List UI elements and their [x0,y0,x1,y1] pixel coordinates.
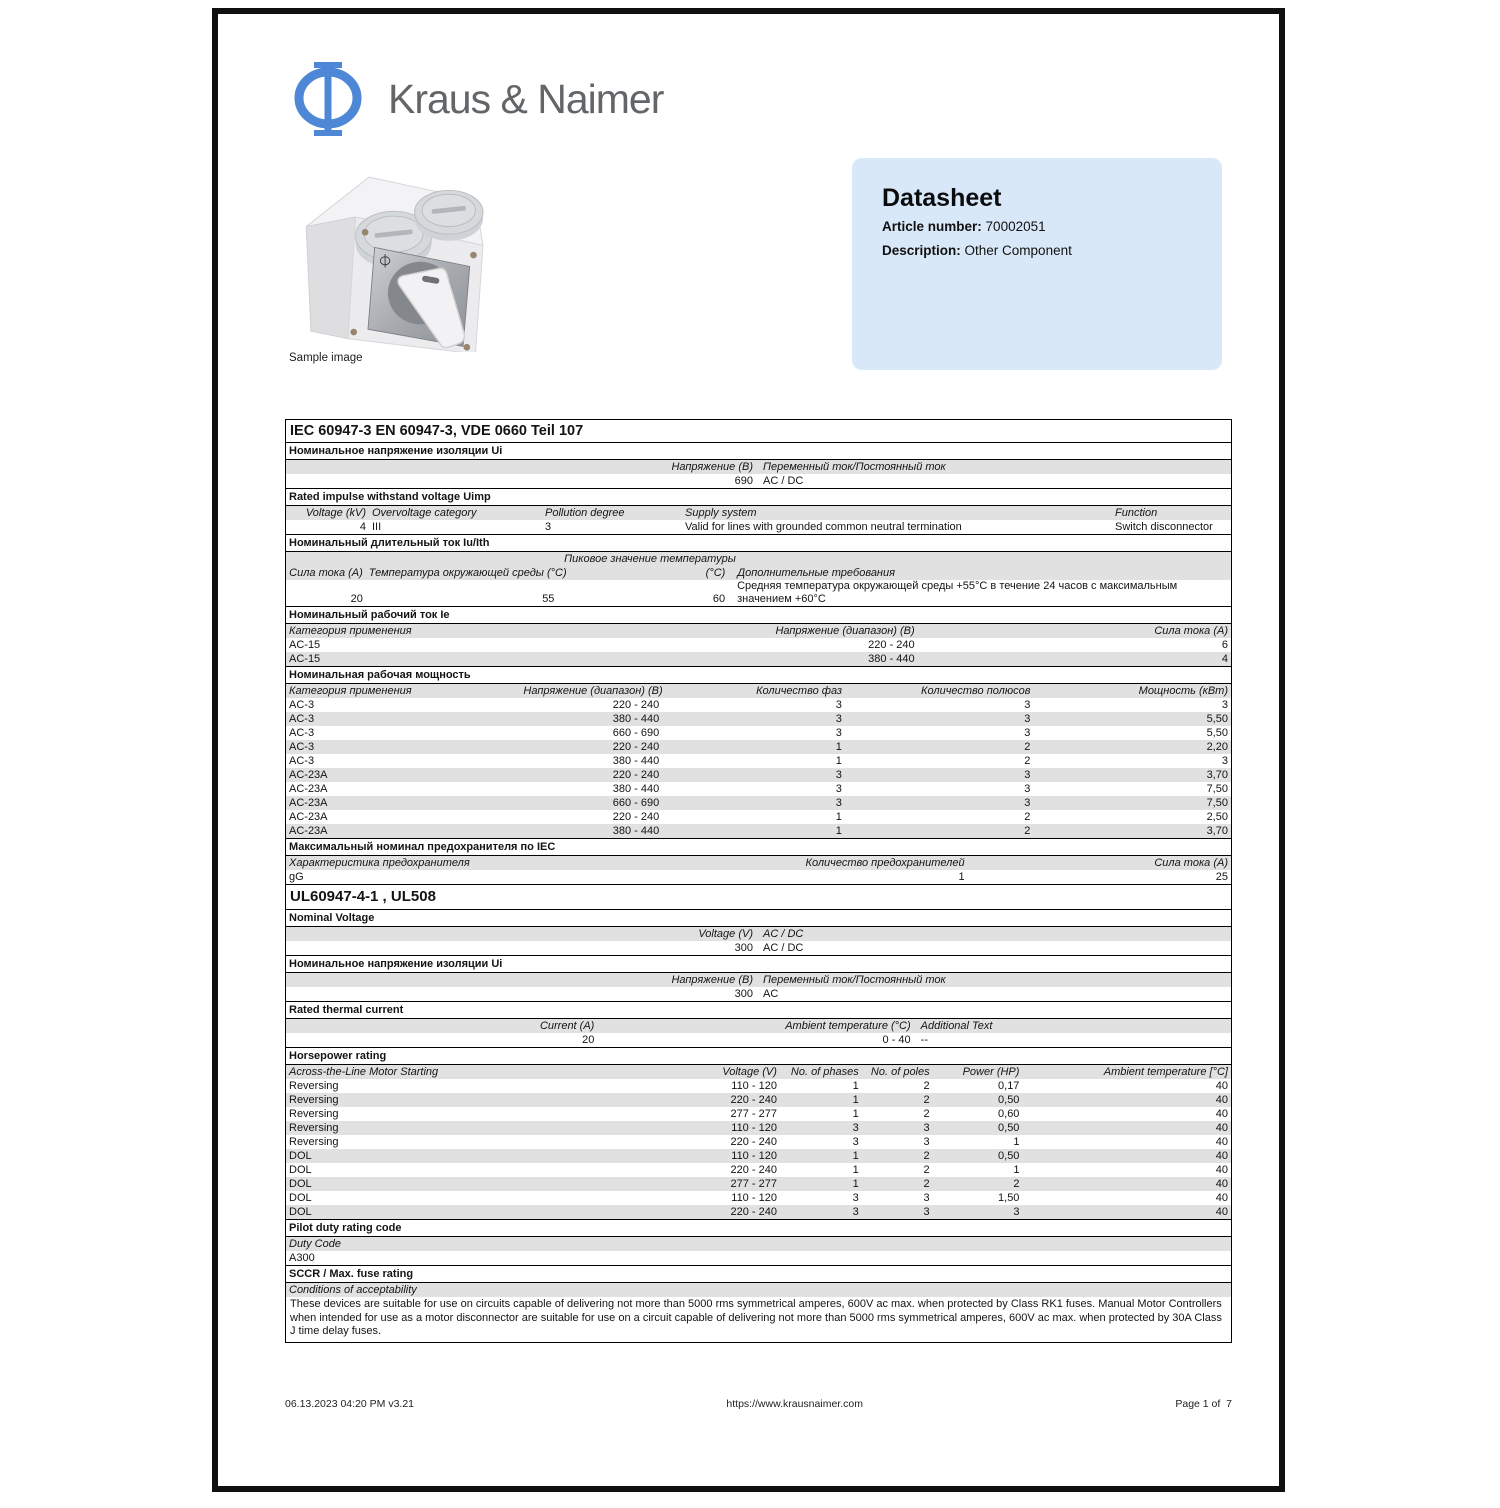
table-row [286,768,1231,782]
table-cell: 277 - 277 [730,1178,777,1190]
table-cell: 3,70 [1206,825,1228,837]
table-cell: 0 - 40 [882,1034,911,1046]
section-header: Максимальный номинал предохранителя по IEC [286,838,1231,856]
table-row [286,652,1231,666]
table-cell: 40 [1215,1094,1228,1106]
table-cell: 0,50 [998,1150,1020,1162]
table-cell: 2 [1013,1178,1020,1190]
datasheet-page [212,8,1285,1492]
table-cell: 1 [852,1080,859,1092]
table-cell: 2 [923,1150,930,1162]
screw [350,329,357,336]
table-cell: 3 [1024,769,1031,781]
table-cell: AC-15 [289,639,321,651]
table-body [286,638,1231,666]
table-cell: 4 [1221,653,1228,665]
column-header: Supply system [685,507,757,519]
table-row [286,1107,1231,1121]
table-cell: 2,50 [1206,811,1228,823]
table-cell: DOL [289,1206,312,1218]
table-cell: AC-15 [289,653,321,665]
column-header: Напряжение (В) [671,974,753,986]
table-cell: AC-3 [289,699,315,711]
table-cell: 380 - 440 [612,755,660,767]
table-cell: 1,50 [998,1192,1020,1204]
table-body [286,1079,1231,1219]
column-header-row [286,460,1231,474]
website-link[interactable]: https://www.krausnaimer.com [726,1398,863,1410]
table-cell: 20 [350,593,363,605]
section-header: Номинальный длительный ток Iu/Ith [286,534,1231,552]
cable-gland [415,190,483,240]
column-header: Voltage (V) [722,1066,777,1078]
column-header-row [286,856,1231,870]
column-header: No. of phases [790,1066,859,1078]
table-cell: 2 [1024,811,1031,823]
table-cell: 40 [1215,1122,1228,1134]
column-header: Категория применения [289,625,412,637]
table-cell: 3 [1221,699,1228,711]
table-row [286,782,1231,796]
table-cell: 3 [835,783,842,795]
table-row [286,796,1231,810]
table-cell: 1 [852,1164,859,1176]
value-row [286,1251,1231,1265]
column-header: Pollution degree [545,507,625,519]
column-header: Overvoltage category [372,507,477,519]
column-header: Additional Text [920,1020,993,1032]
table-cell: 5,50 [1206,713,1228,725]
section-header: Rated impulse withstand voltage Uimp [286,488,1231,506]
value-row [286,474,1231,488]
conditions-text: These devices are suitable for use on circuits capable of delivering not more than 5000 rms symmetrical amperes, 600V ac max. when protected by Class RK1 fuses. Manual Motor Controllers when intended for use as a motor disconnector are suitable for use on a circuit capable of delivering not more than 5000 rms symmetrical amperes, 600V ac max. when protected by 30A Class J time delay fuses. [290,1298,1222,1337]
table-cell: 4 [359,521,366,533]
column-header-row [286,927,1231,941]
table-cell: 3 [1221,755,1228,767]
table-row [286,1177,1231,1191]
description-value: Other Component [964,243,1072,258]
table-cell: 2 [1024,755,1031,767]
column-header: Напряжение (В) [671,461,753,473]
table-cell: 220 - 240 [612,741,660,753]
column-header-row [286,624,1231,638]
table-cell: 3 [835,769,842,781]
column-header: Сила тока (А) [1154,857,1228,869]
specification-table [285,419,1232,1343]
table-cell: 3 [923,1136,930,1148]
card-title: Datasheet [882,184,1002,212]
table-row [286,726,1231,740]
table-cell: 2 [923,1080,930,1092]
sample-image-caption: Sample image [289,352,363,364]
table-body [286,870,1231,884]
table-cell: 1 [852,1094,859,1106]
value-row [286,580,1231,606]
table-cell: DOL [289,1178,312,1190]
table-cell: 3,70 [1206,769,1228,781]
table-cell: Valid for lines with grounded common neutral termination [685,521,962,533]
article-number-label: Article number: [882,219,982,234]
table-cell: 40 [1215,1164,1228,1176]
table-cell: 3 [1024,727,1031,739]
column-header: Voltage (V) [698,928,753,940]
column-header: Function [1115,507,1158,519]
column-header: Across-the-Line Motor Starting [289,1066,439,1078]
datasheet-card [852,158,1222,370]
column-header: Количество полюсов [921,685,1031,697]
table-cell: 110 - 120 [731,1080,777,1092]
table-cell: 3 [1013,1206,1020,1218]
table-cell: 1 [852,1150,859,1162]
column-header-row [286,1019,1231,1033]
table-cell: DOL [289,1164,312,1176]
table-cell: 40 [1215,1136,1228,1148]
table-cell: 220 - 240 [612,699,660,711]
column-header: Сила тока (А) [1154,625,1228,637]
column-header: Duty Code [289,1238,341,1250]
table-cell: AC-23A [289,811,328,823]
generated-timestamp: 06.13.2023 04:20 PM v3.21 [285,1398,415,1410]
table-cell: Reversing [289,1136,339,1148]
table-cell: DOL [289,1192,312,1204]
table-cell: 660 - 690 [612,727,660,739]
column-header-row [286,552,1231,580]
section-header: Rated thermal current [286,1001,1231,1019]
table-row [286,1079,1231,1093]
table-cell: 1 [852,1178,859,1190]
brand-logo [290,62,663,136]
standard-title-ul: UL60947-4-1 , UL508 [286,884,1231,910]
table-row [286,1191,1231,1205]
table-cell: AC / DC [763,475,804,487]
table-cell: -- [920,1034,928,1046]
table-cell: 3 [835,727,842,739]
value-row [286,520,1231,534]
table-cell: 110 - 120 [731,1150,777,1162]
table-row [286,1163,1231,1177]
value-row [286,941,1231,955]
table-cell: 55 [542,593,555,605]
table-cell: A300 [289,1252,315,1264]
column-header: Количество фаз [756,685,842,697]
table-cell: 1 [958,871,965,883]
page-footer [285,1398,1232,1410]
table-cell: 660 - 690 [612,797,660,809]
description-label: Description: [882,243,961,258]
screw [464,344,471,351]
table-cell: 300 [734,988,753,1000]
section-header: Pilot duty rating code [286,1219,1231,1237]
table-row [286,824,1231,838]
table-cell: 1 [852,1108,859,1120]
column-header: Категория применения [289,685,412,697]
table-row [286,712,1231,726]
table-cell: 60 [712,593,726,605]
table-cell: 40 [1215,1178,1228,1190]
table-row [286,810,1231,824]
column-header: Ambient temperature [°C] [1103,1066,1228,1078]
table-row [286,1093,1231,1107]
table-cell: Reversing [289,1108,339,1120]
table-cell: 3 [852,1192,859,1204]
table-cell: 3 [1024,783,1031,795]
column-header: Дополнительные требования [737,567,895,579]
table-cell: 7,50 [1206,797,1228,809]
table-cell: 7,50 [1206,783,1228,795]
table-cell: 0,60 [998,1108,1020,1120]
column-header: Переменный ток/Постоянный ток [763,461,946,473]
column-header-row [286,1283,1231,1297]
table-cell: Reversing [289,1094,339,1106]
table-cell: 380 - 440 [612,825,660,837]
table-row [286,870,1231,884]
value-row [286,987,1231,1001]
table-row [286,754,1231,768]
column-header: No. of poles [870,1066,930,1078]
description-line [882,241,1192,261]
table-cell: 0,50 [998,1094,1020,1106]
table-cell: 3 [835,797,842,809]
table-cell: 2 [923,1178,930,1190]
table-cell: 1 [1013,1136,1020,1148]
page-number: Page 1 of 7 [1175,1398,1232,1410]
column-header: Характеристика предохранителя [289,857,470,869]
column-header: Current (A) [539,1020,595,1032]
table-cell: 3 [835,699,842,711]
table-cell: 0,17 [998,1080,1020,1092]
column-header: Напряжение (диапазон) (В) [523,685,663,697]
article-number-value: 70002051 [985,219,1046,234]
table-cell: AC-23A [289,783,328,795]
column-header: Power (HP) [962,1066,1020,1078]
table-cell: 2 [1024,741,1031,753]
table-cell: 380 - 440 [612,713,660,725]
table-cell: 3 [835,713,842,725]
table-cell: 0,50 [998,1122,1020,1134]
table-cell: 40 [1215,1150,1228,1162]
column-header: Температура окружающей среды (°C) [368,567,567,579]
table-cell: AC-3 [289,755,315,767]
table-cell: 3 [1024,713,1031,725]
table-cell: 690 [734,475,753,487]
table-cell: 1 [835,741,842,753]
table-cell: 3 [852,1206,859,1218]
table-cell: 1 [835,755,842,767]
column-header-row [286,973,1231,987]
table-cell: 25 [1215,871,1228,883]
table-cell: 3 [545,521,552,533]
box-side-face [306,217,355,339]
column-header: Напряжение (диапазон) (В) [775,625,915,637]
table-body [286,698,1231,838]
brand-name: Kraus & Naimer [388,75,664,122]
table-row [286,1121,1231,1135]
table-cell: 380 - 440 [868,653,915,665]
table-cell: 40 [1215,1192,1228,1204]
table-cell: 1 [1013,1164,1020,1176]
column-header: (°C) [705,567,726,579]
table-cell: 3 [852,1122,859,1134]
table-cell: AC-3 [289,727,315,739]
table-cell: 1 [835,811,842,823]
table-cell: 220 - 240 [730,1136,777,1148]
section-header: Nominal Voltage [286,910,1231,927]
table-cell: gG [289,871,304,883]
table-cell: 380 - 440 [612,783,660,795]
column-header: Voltage (kV) [305,507,366,519]
article-number-line [882,217,1192,237]
section-header: SCCR / Max. fuse rating [286,1265,1231,1283]
product-image [287,160,487,352]
section-header: Номинальный рабочий ток Ie [286,606,1231,624]
column-header: Conditions of acceptability [289,1284,417,1296]
table-cell: 2 [1024,825,1031,837]
column-header-row [286,506,1231,520]
column-header: Сила тока (А) [289,567,363,579]
table-row [286,1135,1231,1149]
screw [470,252,477,259]
table-cell: 2,20 [1206,741,1228,753]
table-cell: 40 [1215,1206,1228,1218]
table-cell: 2 [923,1108,930,1120]
table-cell: 220 - 240 [612,769,660,781]
table-cell: 3 [923,1122,930,1134]
table-cell: 300 [734,942,753,954]
table-cell: Switch disconnector [1115,521,1213,533]
column-header: Количество предохранителей [805,857,965,869]
table-row [286,638,1231,652]
table-cell: AC / DC [763,942,804,954]
column-header: Переменный ток/Постоянный ток [763,974,946,986]
table-cell: AC-3 [289,713,315,725]
table-cell: 220 - 240 [730,1094,777,1106]
table-row [286,740,1231,754]
table-cell: 20 [582,1034,595,1046]
standard-title-iec: IEC 60947-3 EN 60947-3, VDE 0660 Teil 107 [286,420,1231,443]
table-cell: 220 - 240 [612,811,660,823]
table-cell: AC-3 [289,741,315,753]
table-cell: 110 - 120 [731,1192,777,1204]
table-cell: 2 [923,1164,930,1176]
table-cell: AC-23A [289,769,328,781]
table-cell: 277 - 277 [730,1108,777,1120]
column-header-row [286,1237,1231,1251]
table-cell: 3 [852,1136,859,1148]
table-cell: 6 [1221,639,1228,651]
table-cell: 40 [1215,1108,1228,1120]
section-header: Номинальное напряжение изоляции Ui [286,443,1231,460]
section-header: Horsepower rating [286,1047,1231,1065]
table-cell: Средняя температура окружающей среды +55°C в течение 24 часов с максимальным значением +60°C [737,580,1178,605]
table-cell: 220 - 240 [730,1164,777,1176]
column-header-row [286,684,1231,698]
table-cell: AC-23A [289,825,328,837]
table-cell: AC [763,988,779,1000]
section-header: Номинальное напряжение изоляции Ui [286,955,1231,973]
table-cell: 220 - 240 [730,1206,777,1218]
column-header-row [286,1065,1231,1079]
table-cell: 110 - 120 [731,1122,777,1134]
column-header: Ambient temperature (°C) [785,1020,911,1032]
table-cell: 3 [923,1206,930,1218]
phi-logo-icon [290,62,366,136]
table-cell: 3 [1024,797,1031,809]
table-cell: Reversing [289,1080,339,1092]
table-cell: 220 - 240 [868,639,915,651]
table-cell: AC-23A [289,797,328,809]
value-row [286,1033,1231,1047]
table-cell: 40 [1215,1080,1228,1092]
column-header: Пиковое значение температуры [564,553,736,565]
table-cell: 3 [1024,699,1031,711]
table-cell: 2 [923,1094,930,1106]
screw [362,229,369,236]
table-cell: 3 [923,1192,930,1204]
table-row [286,1149,1231,1163]
table-cell: III [372,521,382,533]
column-header: AC / DC [763,928,804,940]
table-cell: 1 [835,825,842,837]
table-cell: Reversing [289,1122,339,1134]
table-cell: 5,50 [1206,727,1228,739]
table-cell: DOL [289,1150,312,1162]
table-row [286,1205,1231,1219]
column-header: Мощность (кВт) [1138,685,1228,697]
section-header: Номинальная рабочая мощность [286,666,1231,684]
table-row [286,698,1231,712]
